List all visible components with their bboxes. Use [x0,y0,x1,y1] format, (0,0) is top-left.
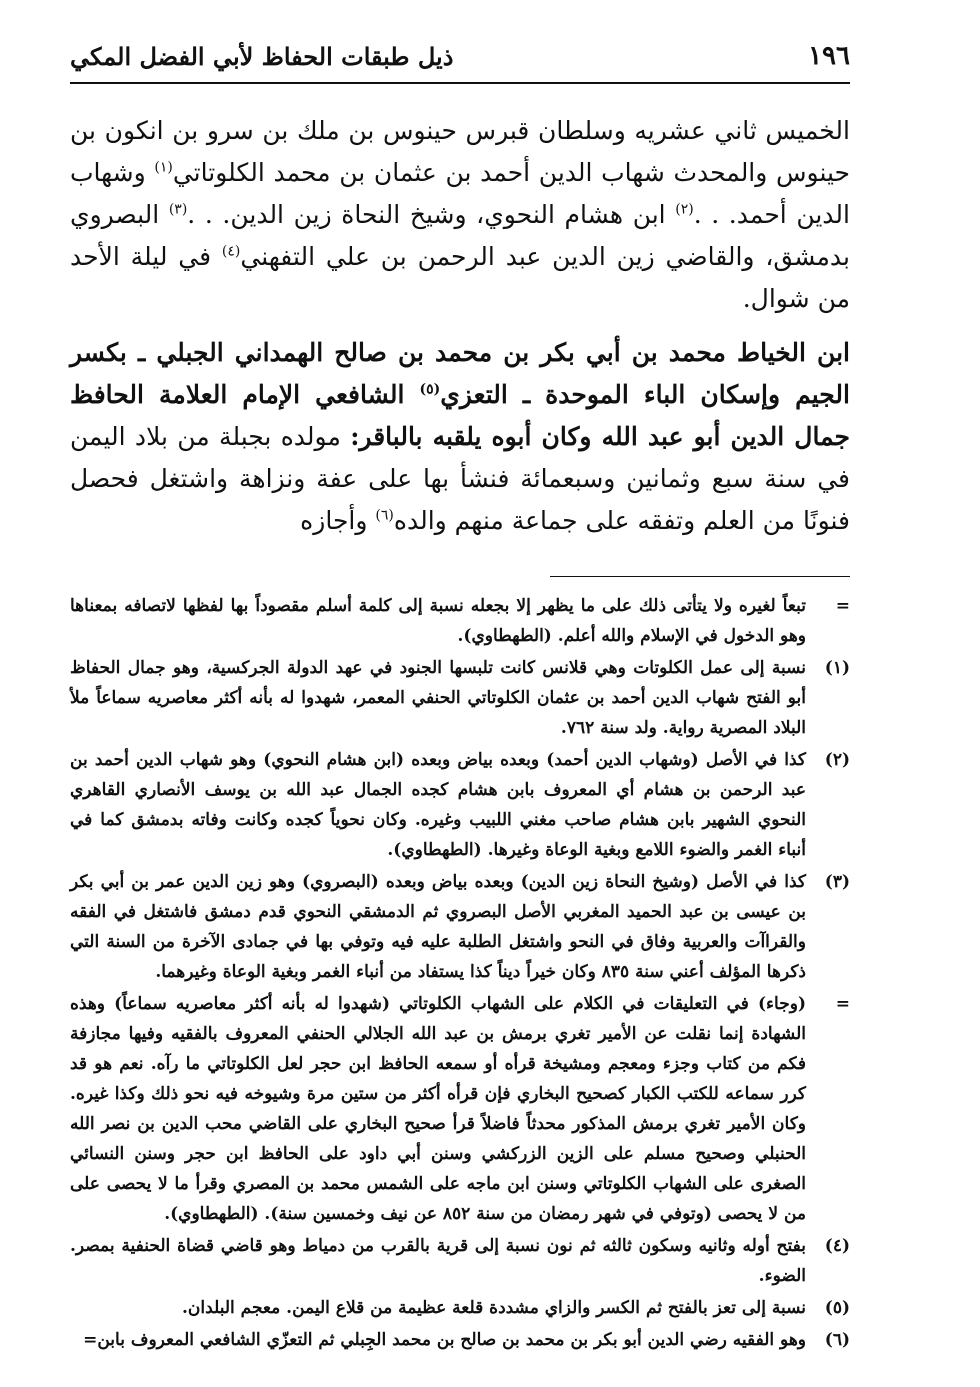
footnote-marker: (٣) [824,872,850,892]
footnote-text: نسبة إلى عمل الكلوتات وهي قلانس كانت تلبسها الجنود في عهد الدولة الجركسية، وهو جمال الحفاظ أبو الفتح شهاب الدين أحمد بن عثمان الكلوتاتي الحنفي المعمر، شهدوا له بأنه أكثر معاصريه سماعاً ملأ البلاد المصرية رواية. ولد سنة ٧٦٢. [70,658,806,738]
footnote-ref-4: (٤) [221,243,241,260]
footnote-item [70,653,850,743]
footnote-ref-2: (٢) [675,201,694,218]
footnote-item [70,1231,850,1291]
footnote-ref-3: (٣) [168,201,188,218]
footnote-marker: (١) [824,658,850,678]
text-segment: الخميس ثاني عشريه وسلطان قبرس حينوس بن ملك بن سرو بن انكون بن حينوس والمحدث شهاب الدين أحمد بن عثمان بن محمد الكلوتاتي [70,116,850,187]
footnote-ref-6: (٦) [375,507,394,524]
page-header [70,30,850,84]
footnote-text: تبعاً لغيره ولا يتأتى ذلك على ما يظهر إلا بجعله نسبة إلى كلمة أسلم مقصوداً بها لفظها لاتصافه بمعناها وهو الدخول في الإسلام والله أعلم. (الطهطاوي). [70,596,806,646]
text-segment: مولده بجبلة من بلاد اليمن في سنة سبع وثمانين وسبعمائة فنشأ بها على عفة ونزاهة واشتغل فحصل فنونًا من العلم وتفقه على جماعة منهم والده [70,422,850,535]
text-segment: وشهاب الدين أحمد. . . [70,158,850,229]
text-segment: في ليلة الأحد من شوال. [70,242,850,313]
text-segment: ابن هشام النحوي، وشيخ النحاة زين الدين. . . [187,200,676,229]
footnote-item [70,1325,850,1355]
footnote-text: بفتح أوله وثانيه وسكون ثالثه ثم نون نسبة إلى قرية بالقرب من دمياط وهو قاضي قضاة الحنفية بمصر. الضوء. [70,1236,806,1286]
footnote-text: (وجاء) في التعليقات في الكلام على الشهاب الكلوتاتي (شهدوا له بأنه أكثر معاصريه سماعاً) وهذه الشهادة إنما نقلت عن الأمير تغري برمش بن عبد الله الجلالي الحنفي المعروف بالفقيه وفيها مجازفة فكم من كتاب وجزء ومعجم ومشيخة قرأه أو سمعه الحافظ ابن حجر لعل الكلوتاتي ما رآه. نعم هو قد كرر سماعه للكتب الكبار كصحيح البخاري فإن قرأه أكثر من ستين مرة وشيوخه فيه نحو ذلك وكذا غيره. وكان الأمير تغري برمش المذكور محدثاً فاضلاً قرأ صحيح البخاري على القاضي محب الدين بن نصر الله الحنبلي وصحيح مسلم على الزين الزركشي وسنن أبي داود على الحافظ ابن حجر وسنن النسائي الصغرى على الشهاب الكلوتاتي وسنن ابن ماجه على الشمس محمد بن المصري وقرأ ما لا يحصى على من لا يحصى (وتوفي في شهر رمضان من سنة ٨٥٢ عن نيف وخمسين سنة). (الطهطاوي). [70,994,807,1224]
footnote-marker: (٤) [824,1236,850,1256]
footnote-item [70,591,850,651]
footnote-text: كذا في الأصل (وشهاب الدين أحمد) وبعده بياض وبعده (ابن هشام النحوي) وهو شهاب الدين أحمد بن عبد الرحمن بن هشام أي المعروف بابن هشام كجده الجمال عبد الله بن يوسف الأنصاري القاهري النحوي الشهير بابن هشام صاحب مغني اللبيب وغيره. وكان نحوياً كجده وكانت وفاته بدمشق كما في أنباء الغمر والضوء اللامع وبغية الوعاة وغيرها. (الطهطاوي). [70,750,806,860]
footnote-separator [550,576,850,577]
footnote-item [70,867,850,987]
running-title: ذيل طبقات الحفاظ لأبي الفضل المكي [70,41,454,71]
paragraph-2 [70,332,850,542]
footnote-item [70,745,850,865]
biography-heading-continued: الشافعي الإمام العلامة الحافظ جمال الدين أبو عبد الله وكان أبوه يلقبه بالباقر: [70,380,850,451]
footnote-marker: = [835,994,850,1014]
footnote-marker: (٥) [824,1298,850,1318]
footnote-ref-5: (٥) [419,381,441,398]
footnote-text: وهو الفقيه رضي الدين أبو بكر بن محمد بن صالح بن محمد الجِبلي ثم التعزّي الشافعي المعروف بابن= [83,1330,806,1350]
biography-heading: ابن الخياط محمد بن أبي بكر بن محمد بن صالح الهمداني الجبلي ـ بكسر الجيم وإسكان الباء الموحدة ـ التعزي [70,338,850,409]
book-page [70,30,850,1357]
footnote-marker: (٦) [824,1330,850,1350]
footnote-marker: (٢) [824,750,850,770]
footnote-marker: = [835,596,850,616]
paragraph-1 [70,110,850,320]
footnote-ref-1: (١) [154,159,173,176]
main-text [70,110,850,542]
page-number: ١٩٦ [808,41,850,71]
footnote-item [70,989,850,1229]
footnote-text: نسبة إلى تعز بالفتح ثم الكسر والزاي مشددة قلعة عظيمة من قلاع اليمن. معجم البلدان. [182,1298,806,1318]
text-segment: البصروي بدمشق، والقاضي زين الدين عبد الرحمن بن علي التفهني [70,200,851,271]
footnotes [70,591,850,1355]
footnote-text: كذا في الأصل (وشيخ النحاة زين الدين) وبعده بياض وبعده (البصروي) وهو زين الدين عمر بن أبي بكر بن عيسى بن عبد الحميد المغربي الأصل البصروي ثم الدمشقي النحوي قدم دمشق فاشتغل في الفقه والقراآت والعربية وفاق في النحو واشتغل الطلبة عليه فيه وتوفي بها في جمادى الآخرة من السنة التي ذكرها المؤلف أعني سنة ٨٣٥ وكان خيراً ديناً كذا يستفاد من أنباء الغمر وبغية الوعاة وغيرهما. [70,872,806,982]
footnote-item [70,1293,850,1323]
text-segment: وأجازه [300,506,376,535]
